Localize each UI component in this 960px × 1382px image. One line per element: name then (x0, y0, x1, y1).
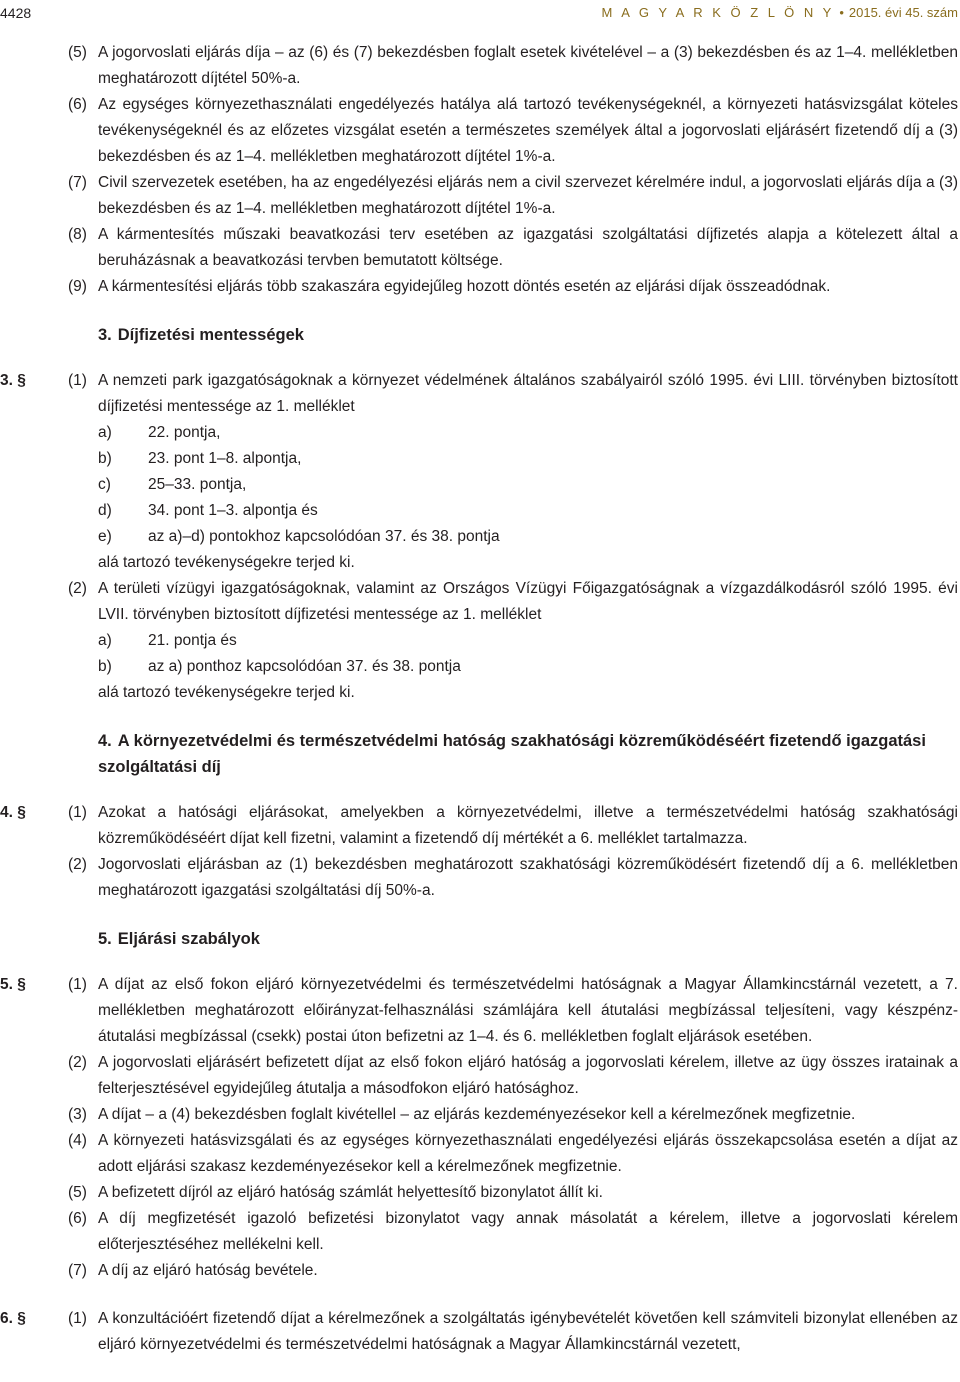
paragraph-text: Civil szervezetek esetében, ha az engedélyezési eljárás nem a civil szervezet kérelmére indul, a jogorvoslati eljárás díja a (3) bekezdésben és az 1–4. mellékletben meghatározott díjtétel 1%-a. (98, 174, 958, 217)
paragraph-number: (7) (68, 174, 87, 191)
heading-title: Díjfizetési mentességek (117, 326, 304, 344)
paragraph-number: (2) (68, 1054, 87, 1071)
paragraph-text: A jogorvoslati eljárás díja – az (6) és (7) bekezdésben foglalt esetek kivételével – a (3) bekezdésben és az 1–4. mellékletben meghatározott díjtétel 50%-a. (98, 44, 958, 87)
paragraph-body (98, 368, 960, 576)
paragraph-text: A nemzeti park igazgatóságoknak a környezet védelmének általános szabályairól szóló 1995. évi LIII. törvényben biztosított díjfizetési mentessége az 1. melléklet (98, 372, 958, 415)
list-item (98, 628, 958, 654)
section-label: 6. § (0, 1310, 26, 1327)
section-label: 3. § (0, 372, 26, 389)
document-body (0, 40, 960, 1358)
paragraph-number: (7) (68, 1262, 87, 1279)
paragraph-text: A kármentesítés műszaki beavatkozási terv esetében az igazgatási szolgáltatási díjfizetés alapja a kötelezett által a beruházásnak a beavatkozási tervben bemutatott költsége. (98, 226, 958, 269)
page-number: 4428 (0, 5, 32, 21)
paragraph-text: A konzultációért fizetendő díjat a kérelmezőnek a szolgáltatás igénybevételét követően kell számviteli bizonylat ellenében az eljáró környezetvédelmi és természetvédelmi hatóságnak a Magyar Államkincstárnál vezetett, (98, 1310, 958, 1353)
paragraph (0, 800, 960, 852)
item-text: az a)–d) pontokhoz kapcsolódóan 37. és 38. pontja (148, 528, 500, 545)
item-label: c) (98, 476, 111, 493)
item-text: 34. pont 1–3. alpontja és (148, 502, 318, 519)
item-list (98, 628, 958, 680)
paragraph (0, 170, 960, 222)
paragraph (0, 1102, 960, 1128)
paragraph (0, 1128, 960, 1180)
paragraph (0, 1306, 960, 1358)
paragraph (0, 1258, 960, 1284)
item-text: 21. pontja és (148, 632, 237, 649)
list-item (98, 420, 958, 446)
paragraph (0, 274, 960, 300)
paragraph-number: (1) (68, 1310, 87, 1327)
item-list (98, 420, 958, 550)
paragraph-number: (1) (68, 804, 87, 821)
paragraph (0, 40, 960, 92)
paragraph (0, 92, 960, 170)
paragraph-number: (2) (68, 856, 87, 873)
heading-number: 4. (98, 732, 112, 750)
paragraph-number: (4) (68, 1132, 87, 1149)
section-heading (0, 728, 960, 780)
page-header (0, 0, 960, 24)
item-text: 25–33. pontja, (148, 476, 247, 493)
paragraph-number: (3) (68, 1106, 87, 1123)
item-label: d) (98, 502, 112, 519)
paragraph (0, 368, 960, 576)
paragraph-number: (6) (68, 1210, 87, 1227)
paragraph-number: (1) (68, 372, 87, 389)
list-item (98, 498, 958, 524)
item-label: b) (98, 450, 112, 467)
paragraph-text: A díj megfizetését igazoló befizetési bizonylatot vagy annak másolatát a kérelem, illetve a jogorvoslati kérelem előterjesztéséhez mellékelni kell. (98, 1210, 958, 1253)
item-text: 22. pontja, (148, 424, 221, 441)
paragraph-number: (1) (68, 976, 87, 993)
paragraph (0, 852, 960, 904)
list-item (98, 446, 958, 472)
running-head (602, 0, 958, 26)
item-text: 23. pont 1–8. alpontja, (148, 450, 302, 467)
journal-title: M A G Y A R K Ö Z L Ö N Y (601, 5, 835, 20)
paragraph (0, 1180, 960, 1206)
header-separator: • (839, 5, 844, 20)
item-label: e) (98, 528, 112, 545)
paragraph-text: Jogorvoslati eljárásban az (1) bekezdésben meghatározott szakhatósági közreműködésért fizetendő díj a 6. mellékletben meghatározott igazgatási szolgáltatási díj 50%-a. (98, 856, 958, 899)
paragraph (0, 222, 960, 274)
paragraph-text: A kármentesítési eljárás több szakaszára egyidejűleg hozott döntés esetén az eljárási díjak összeadódnak. (98, 278, 831, 295)
item-label: a) (98, 424, 112, 441)
paragraph-text: A jogorvoslati eljárásért befizetett díjat az első fokon eljáró hatóság a jogorvoslati kérelem, illetve az ügy összes iratainak a felterjesztésével egyidejűleg átutalja a másodfokon eljáró hatósághoz. (98, 1054, 958, 1097)
item-label: a) (98, 632, 112, 649)
paragraph-number: (8) (68, 226, 87, 243)
paragraph-text: A díj az eljáró hatóság bevétele. (98, 1262, 318, 1279)
paragraph-text: A díjat az első fokon eljáró környezetvédelmi és természetvédelmi hatóságnak a Magyar Államkincstárnál vezetett, a 7. mellékletben meghatározott előirányzat-felhasználási számlájára kell átutalási megbízással teljesíteni, vagy készpénz-átutalási megbízással (csekk) postai úton befizetni az 1–4. és 6. mellékletben foglalt eljárások esetében. (98, 976, 958, 1045)
item-label: b) (98, 658, 112, 675)
paragraph (0, 1206, 960, 1258)
paragraph-number: (5) (68, 44, 87, 61)
section-label: 4. § (0, 804, 26, 821)
item-text: az a) ponthoz kapcsolódóan 37. és 38. pontja (148, 658, 461, 675)
paragraph-text: A területi vízügyi igazgatóságoknak, valamint az Országos Vízügyi Főigazgatóságnak a vízgazdálkodásról szóló 1995. évi LVII. törvényben biztosított díjfizetési mentessége az 1. melléklet (98, 580, 958, 623)
section-label: 5. § (0, 976, 26, 993)
list-item (98, 472, 958, 498)
paragraph-number: (5) (68, 1184, 87, 1201)
paragraph-outro: alá tartozó tevékenységekre terjed ki. (98, 684, 355, 701)
paragraph-outro: alá tartozó tevékenységekre terjed ki. (98, 554, 355, 571)
paragraph-text: A befizetett díjról az eljáró hatóság számlát helyettesítő bizonylatot állít ki. (98, 1184, 603, 1201)
heading-number: 3. (98, 326, 112, 344)
paragraph-number: (9) (68, 278, 87, 295)
paragraph (0, 576, 960, 706)
section-heading (0, 926, 960, 952)
paragraph-body (98, 576, 960, 706)
paragraph (0, 1050, 960, 1102)
paragraph-text: Az egységes környezethasználati engedélyezés hatálya alá tartozó tevékenységeknél, a környezeti hatásvizsgálat köteles tevékenységeknél és az előzetes vizsgálat esetén a természetes személyek által a jogorvoslati eljárásért fizetendő díj a (3) bekezdésben és az 1–4. mellékletben meghatározott díjtétel 1%-a. (98, 96, 958, 165)
heading-title: Eljárási szabályok (117, 930, 260, 948)
paragraph-number: (2) (68, 580, 87, 597)
heading-title: A környezetvédelmi és természetvédelmi hatóság szakhatósági közreműködéséért fizetendő igazgatási szolgáltatási díj (98, 732, 926, 776)
list-item (98, 654, 958, 680)
heading-number: 5. (98, 930, 112, 948)
list-item (98, 524, 958, 550)
issue-label: 2015. évi 45. szám (848, 5, 958, 20)
paragraph-text: A díjat – a (4) bekezdésben foglalt kivétellel – az eljárás kezdeményezésekor kell a kérelmezőnek megfizetnie. (98, 1106, 856, 1123)
section-heading (0, 322, 960, 348)
paragraph-number: (6) (68, 96, 87, 113)
paragraph (0, 972, 960, 1050)
paragraph-text: Azokat a hatósági eljárásokat, amelyekben a környezetvédelmi, illetve a természetvédelmi hatóság szakhatósági közreműködéséért díjat kell fizetni, valamint a fizetendő díj mértékét a 6. melléklet tartalmazza. (98, 804, 958, 847)
paragraph-text: A környezeti hatásvizsgálati és az egységes környezethasználati engedélyezési eljárás összekapcsolása esetén a díjat az adott eljárási szakasz kezdeményezésekor kell a kérelmezőnek megfizetnie. (98, 1132, 958, 1175)
